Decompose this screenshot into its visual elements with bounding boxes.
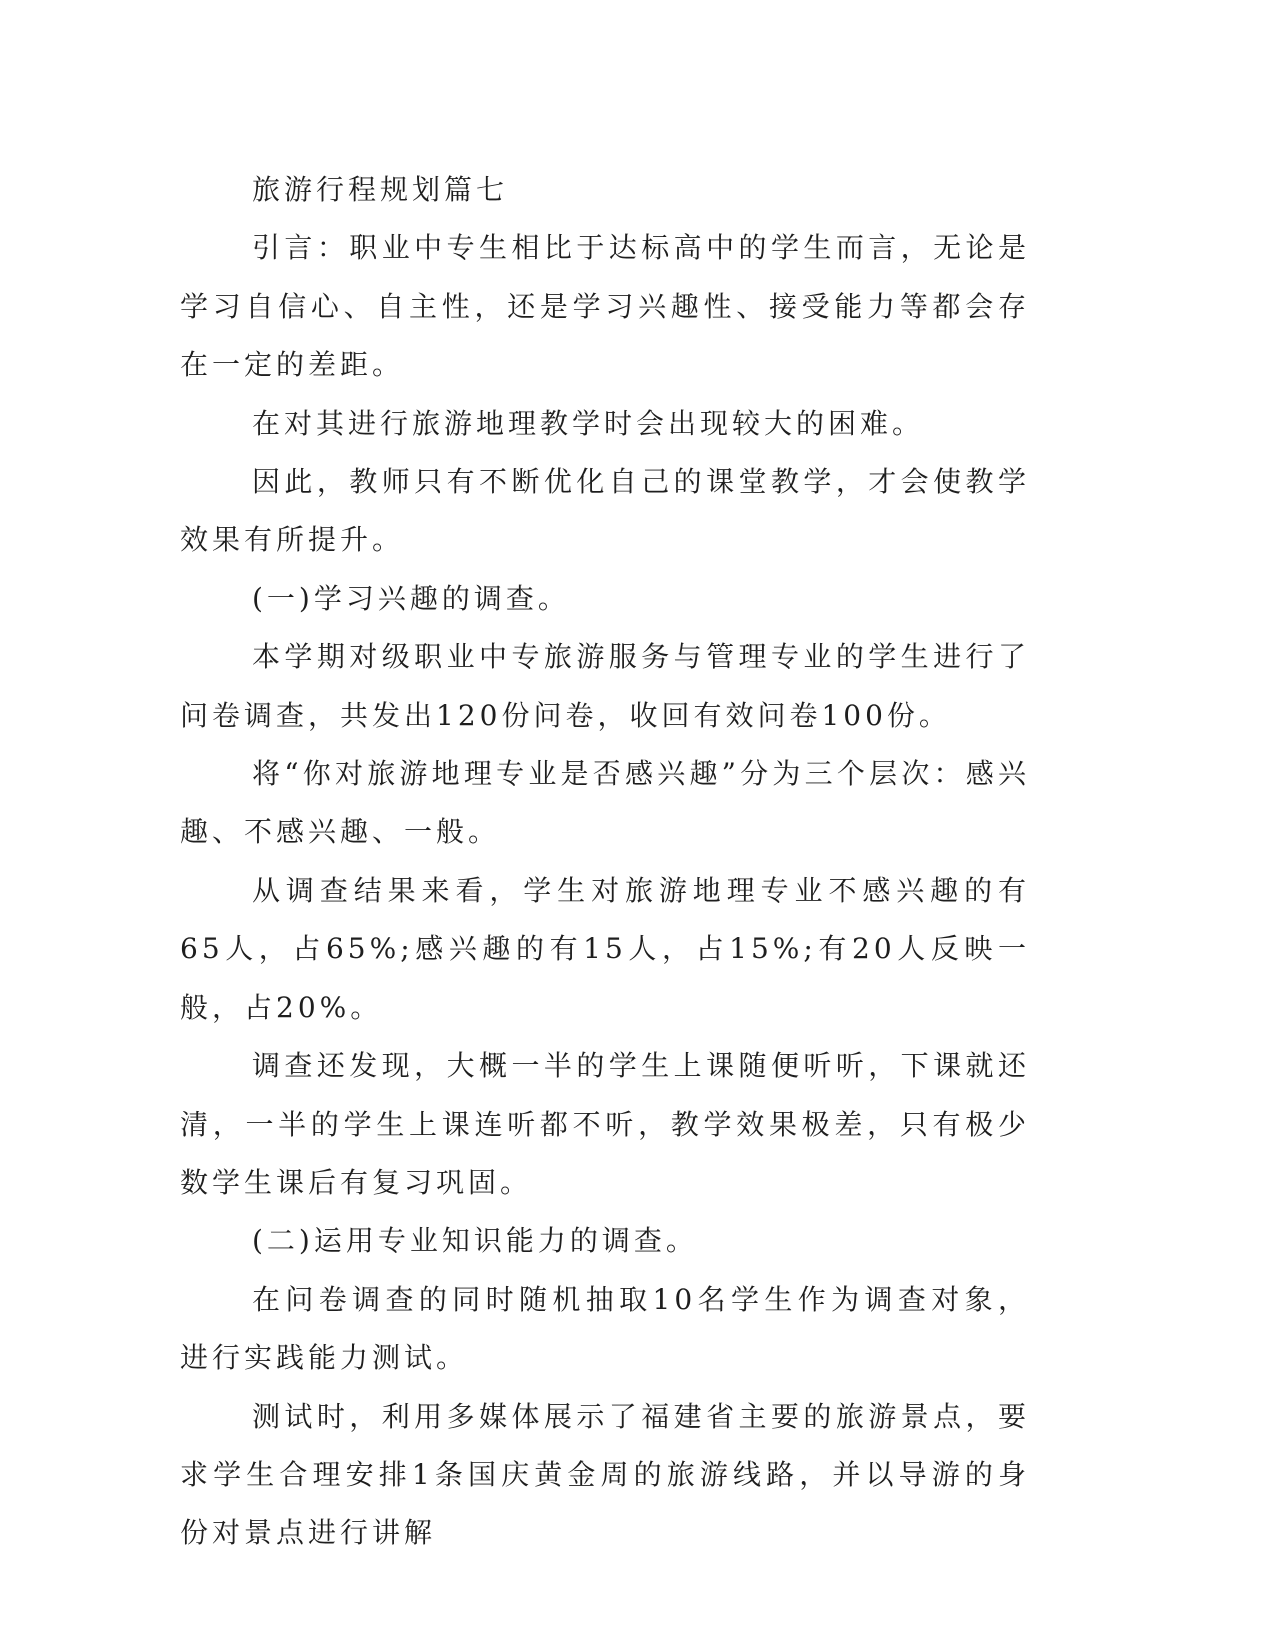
- paragraph: 本学期对级职业中专旅游服务与管理专业的学生进行了问卷调查，共发出120份问卷，收回有效问卷100份。: [180, 640, 1030, 732]
- paragraph-introduction: 引言：职业中专生相比于达标高中的学生而言，无论是学习自信心、自主性，还是学习兴趣性、接受能力等都会存在一定的差距。: [180, 231, 1030, 382]
- document-body: [180, 161, 1030, 1563]
- paragraph: 测试时，利用多媒体展示了福建省主要的旅游景点，要求学生合理安排1条国庆黄金周的旅游线路，并以导游的身份对景点进行讲解: [180, 1399, 1030, 1550]
- paragraph: 从调查结果来看，学生对旅游地理专业不感兴趣的有65人，占65%;感兴趣的有15人，占15%;有20人反映一般，占20%。: [180, 873, 1030, 1024]
- paragraph: 将“你对旅游地理专业是否感兴趣”分为三个层次：感兴趣、不感兴趣、一般。: [180, 757, 1030, 849]
- paragraph: 在问卷调查的同时随机抽取10名学生作为调查对象，进行实践能力测试。: [180, 1282, 1030, 1375]
- paragraph: 调查还发现，大概一半的学生上课随便听听，下课就还清，一半的学生上课连听都不听，教学效果极差，只有极少数学生课后有复习巩固。: [180, 1049, 1030, 1199]
- paragraph: 在对其进行旅游地理教学时会出现较大的困难。: [252, 406, 925, 440]
- section-heading-interest-survey: (一)学习兴趣的调查。: [252, 581, 570, 615]
- section-heading-ability-survey: (二)运用专业知识能力的调查。: [252, 1224, 698, 1258]
- document-title: 旅游行程规划篇七: [252, 173, 509, 206]
- paragraph: 因此，教师只有不断优化自己的课堂教学，才会使教学效果有所提升。: [180, 465, 1030, 557]
